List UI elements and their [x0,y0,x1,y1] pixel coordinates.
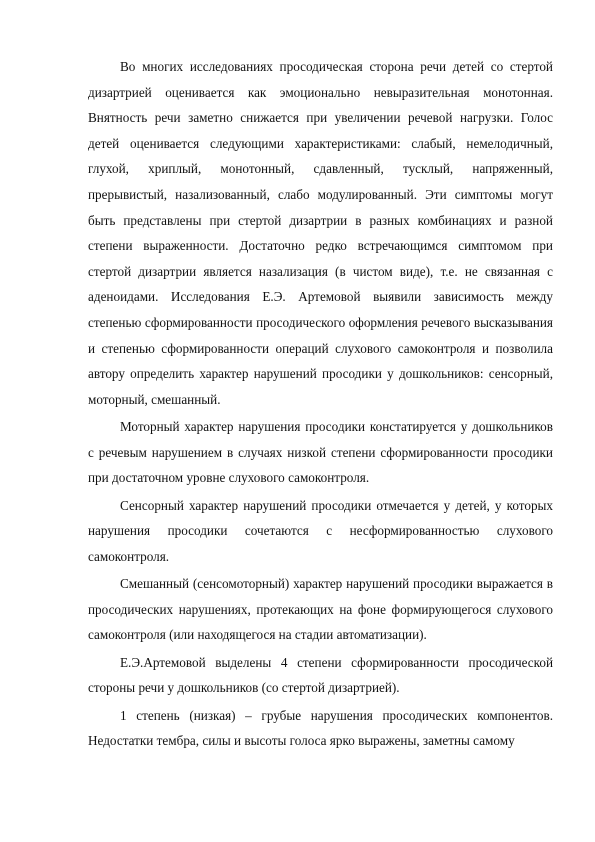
paragraph-degrees-intro: Е.Э.Артемовой выделены 4 степени сформированности просодической стороны речи у дошкольников (со стертой дизартрией). [88,654,553,696]
paragraph-degree-one: 1 степень (низкая) – грубые нарушения просодических компонентов. Недостатки тембра, силы и высоты голоса ярко выражены, заметны самому [88,707,553,749]
paragraph-prosody-overview: Во многих исследованиях просодическая сторона речи детей со стертой дизартрией оценивается как эмоционально невыразительная монотонная. Внятность речи заметно снижается при увеличении речевой нагрузки. Голос детей оценивается следующими характеристиками: слабый, немелодичный, глухой, хриплый, монотонный, сдавленный, тусклый, напряженный, прерывистый, назализованный, слабо модулированный. Эти симптомы могут быть представлены при стертой дизартрии в разных комбинациях и разной степени выраженности. Достаточно редко встречающимся симптомом при стертой дизартрии является назализация (в чистом виде), т.е. не связанная с аденоидами. Исследования Е.Э. Артемовой выявили зависимость между степенью сформированности просодического оформления речевого высказывания и степенью сформированности операций слухового самоконтроля и позволила автору определить характер нарушений просодики у дошкольников: сенсорный, моторный, смешанный. [88,59,553,407]
paragraph-sensory-type: Сенсорный характер нарушений просодики отмечается у детей, у которых нарушения просодики сочетаются с несформированностью слухового самоконтроля. [88,497,553,564]
paragraph-mixed-type: Смешанный (сенсомоторный) характер нарушений просодики выражается в просодических нарушениях, протекающих на фоне формирующегося слухового самоконтроля (или находящегося на стадии автоматизации). [88,576,553,643]
document-body [88,54,553,756]
paragraph-motor-type: Моторный характер нарушения просодики констатируется у дошкольников с речевым нарушением в случаях низкой степени сформированности просодики при достаточном уровне слухового самоконтроля. [88,419,553,486]
